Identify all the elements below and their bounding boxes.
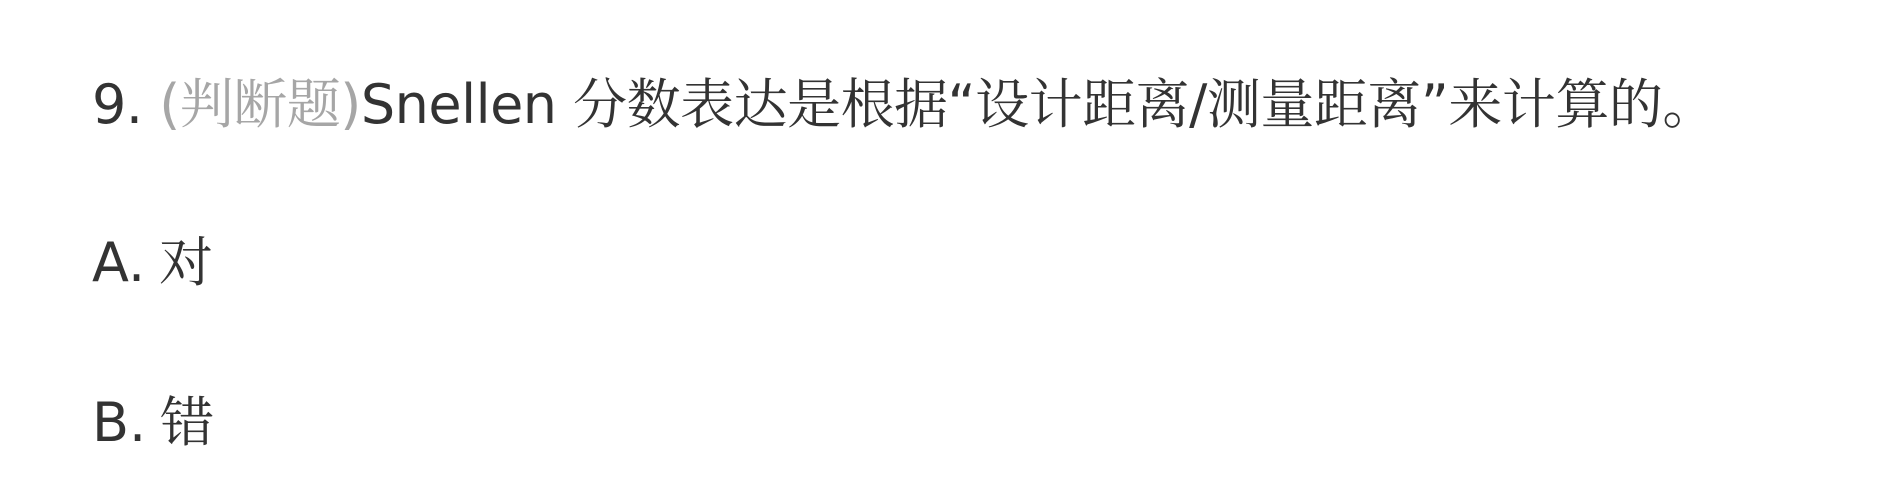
question-type-label: (判断题)	[159, 73, 361, 136]
option-b[interactable]	[92, 384, 214, 462]
option-a[interactable]	[92, 224, 213, 302]
question-text: Snellen 分数表达是根据“设计距离/测量距离”来计算的。	[360, 73, 1716, 136]
option-b-text: 错	[160, 391, 215, 454]
question-stem	[92, 66, 1716, 144]
option-b-key: B.	[92, 391, 147, 454]
question-number: 9.	[92, 73, 143, 136]
option-a-text: 对	[159, 231, 214, 294]
option-a-key: A.	[92, 231, 146, 294]
